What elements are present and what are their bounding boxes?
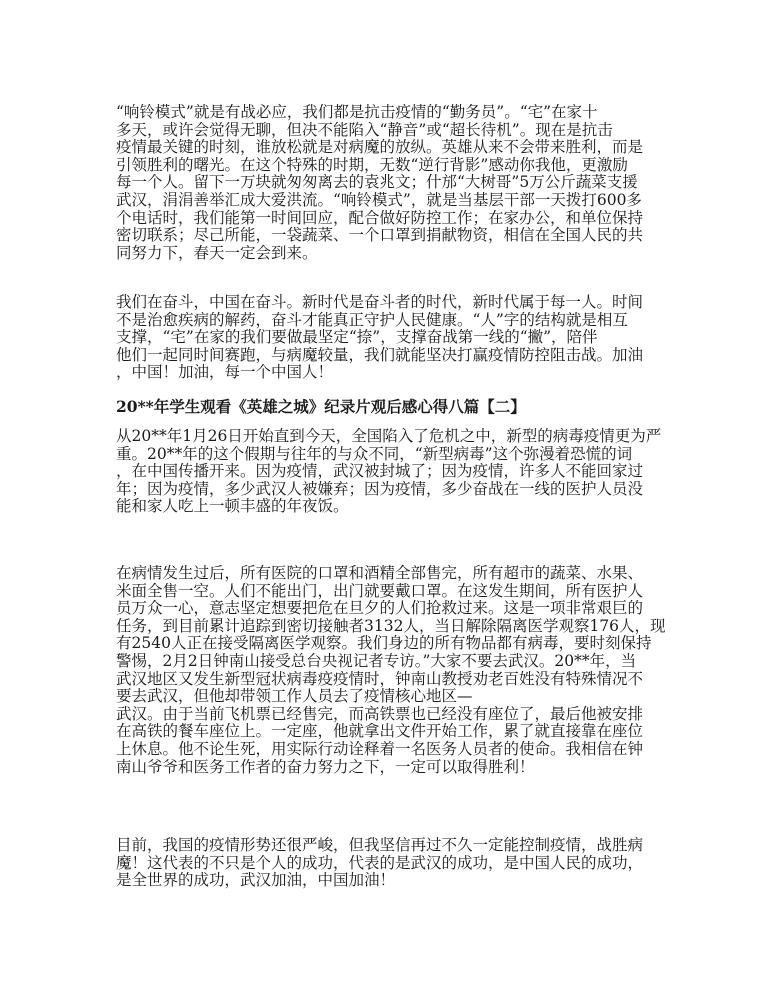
text-line: 任务，到目前累计追踪到密切接触者3132人，当日解除隔离医学观察176人，现 xyxy=(116,616,666,635)
text-line: 他们一起同时间赛跑，与病魔较量，我们就能坚决打赢疫情防控阻击战。加油 xyxy=(116,345,644,364)
text-line: ，中国！加油，每一个中国人！ xyxy=(116,363,334,382)
text-line: 警惕，2月2日钟南山接受总台央视记者专访。”大家不要去武汉。20**年，当 xyxy=(116,651,637,670)
text-line: 年；因为疫情，多少武汉人被嫌弃；因为疫情，多少奋战在一线的医护人员没 xyxy=(116,479,644,498)
text-line: 支撑，“宅”在家的我们要做最坚定“捺”，支撑奋战第一线的“撇”，陪伴 xyxy=(116,328,598,347)
text-line: 重。20**年的这个假期与往年的与众不同，“新型病毒”这个弥漫着恐慌的词 xyxy=(116,444,633,463)
text-line: 密切联系；尽己所能，一袋蔬菜、一个口罩到捐献物资，相信在全国人民的共 xyxy=(116,226,644,245)
text-line: 要去武汉，但他却带领工作人员去了疫情核心地区— xyxy=(116,687,473,706)
text-line: 不是治愈疾病的解药，奋斗才能真正守护人民健康。“人”字的结构就是相互 xyxy=(116,310,628,329)
text-line: “响铃模式”就是有战必应，我们都是抗击疫情的“勤务员”。“宅”在家十 xyxy=(116,103,598,121)
text-line: 我们在奋斗，中国在奋斗。新时代是奋斗者的时代，新时代属于每一人。时间 xyxy=(116,293,644,311)
paragraph-zhong-nanshan xyxy=(116,565,666,776)
text-line: 从20**年1月26日开始直到今天，全国陷入了危机之中，新型的病毒疫情更为严 xyxy=(116,427,662,445)
text-line: 目前，我国的疫情形势还很严峻，但我坚信再过不久一定能控制疫情，战胜病 xyxy=(116,836,644,854)
text-line: 上休息。他不论生死，用实际行动诠释着一名医务人员者的使命。我相信在钟 xyxy=(116,739,644,758)
text-line: ，在中国传播开来。因为疫情，武汉被封城了；因为疫情，许多人不能回家过 xyxy=(116,462,644,481)
paragraph-striving xyxy=(116,294,643,382)
text-line: 同努力下，春天一定会到来。 xyxy=(116,243,318,262)
text-line: 米面全售一空。人们不能出门，出门就要戴口罩。在这发生期间，所有医护人 xyxy=(116,581,644,600)
text-line: 有2540人正在接受隔离医学观察。我们身边的所有物品都有病毒，要时刻保持 xyxy=(116,634,652,653)
text-line: 个电话时，我们能第一时间回应，配合做好防控工作；在家办公，和单位保持 xyxy=(116,208,644,227)
paragraph-ringing-mode xyxy=(116,104,643,262)
text-line: 在高铁的餐车座位上。一定座，他就拿出文件开始工作，累了就直接靠在座位 xyxy=(116,722,644,741)
text-line: 引领胜利的曙光。在这个特殊的时期，无数“逆行背影”感动你我他，更激励 xyxy=(116,155,628,174)
paragraph-conclusion xyxy=(116,837,643,890)
text-line: 武汉。由于当前飞机票已经售完，而高铁票也已经没有座位了，最后他被安排 xyxy=(116,704,644,723)
text-line: 南山爷爷和医务工作者的奋力努力之下，一定可以取得胜利！ xyxy=(116,757,535,776)
text-line: 魔！这代表的不只是个人的成功，代表的是武汉的成功，是中国人民的成功， xyxy=(116,853,644,872)
text-line: 在病情发生过后，所有医院的口罩和酒精全部售完，所有超市的蔬菜、水果、 xyxy=(116,564,644,582)
section-title: 20**年学生观看《英雄之城》纪录片观后感心得八篇【二】 xyxy=(116,397,526,416)
text-line: 能和家人吃上一顿丰盛的年夜饭。 xyxy=(116,497,349,516)
text-line: 武汉，涓涓善举汇成大爱洪流。“响铃模式”，就是当基层干部一天拨打600多 xyxy=(116,190,642,209)
paragraph-outbreak xyxy=(116,428,661,516)
text-line: 每一个人。留下一万块就匆匆离去的袁兆文；什邡“大树哥”5万公斤蔬菜支援 xyxy=(116,173,638,192)
text-line: 员万众一心，意志坚定想要把危在旦夕的人们抢救过来。这是一项非常艰巨的 xyxy=(116,599,644,618)
text-line: 是全世界的成功，武汉加油，中国加油！ xyxy=(116,871,396,890)
text-line: 疫情最关键的时刻，谁放松就是对病魔的放纵。英雄从来不会带来胜利，而是 xyxy=(116,138,644,157)
text-line: 多天，或许会觉得无聊，但决不能陷入“静音”或“超长待机”。现在是抗击 xyxy=(116,120,613,139)
text-line: 武汉地区又发生新型冠状病毒疫疫情时，钟南山教授劝老百姓没有特殊情况不 xyxy=(116,669,644,688)
